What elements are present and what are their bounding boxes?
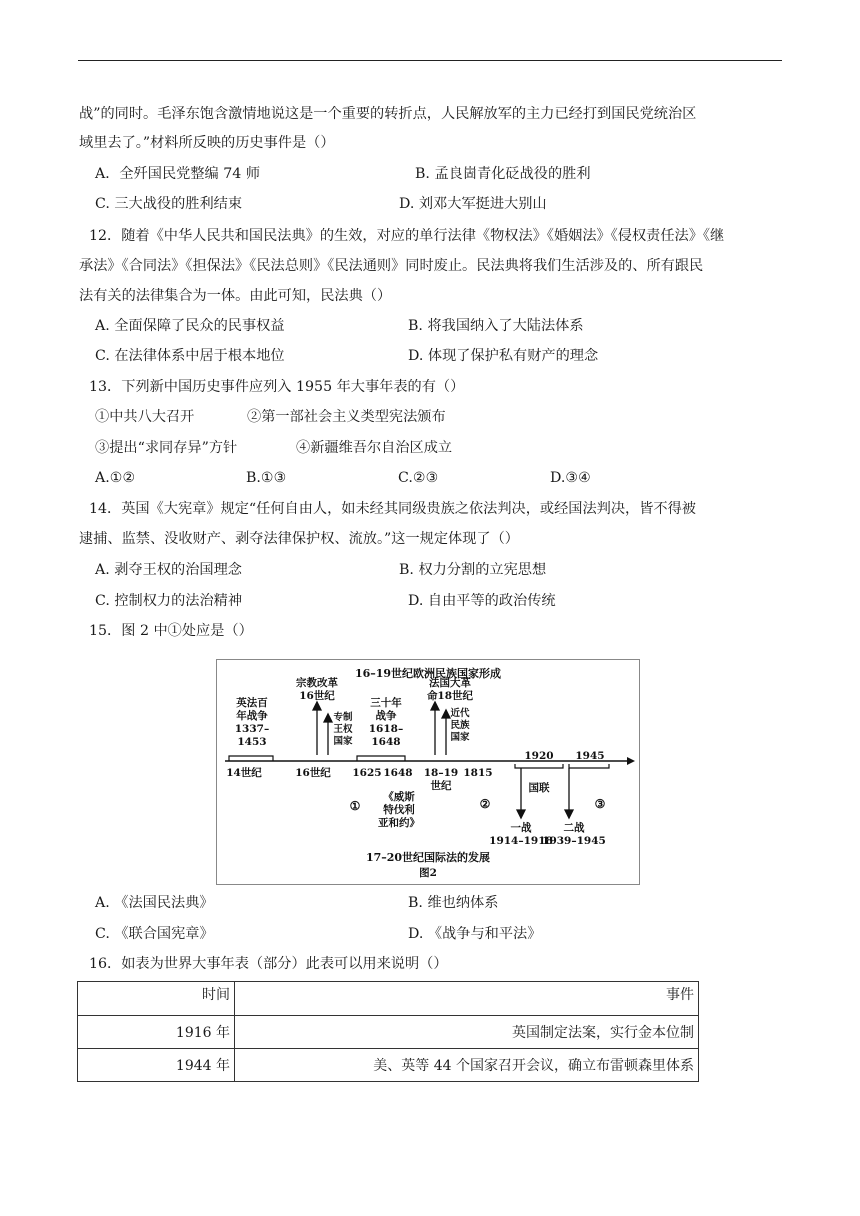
event-reformation-l1: 宗教改革 [296,677,338,689]
q13-item-1: ①中共八大召开 [95,409,195,425]
event-thirty-years-war-l2: 战争 [375,710,397,722]
treaty-westphalia-l1: 《威斯 [383,791,415,803]
treaty-westphalia-l3: 亚和约》 [378,817,420,829]
marker-2: ② [479,797,491,811]
q13-text-line1: 13．下列新中国历史事件应列入 1955 年大事年表的有（） [89,379,465,395]
q15-option-c: C. 《联合国宪章》 [95,926,214,942]
ww2-label: 二战 [563,822,585,834]
figure-top-title: 16–19世纪欧洲民族国家形成 [354,667,502,680]
q14-option-d: D. 自由平等的政治传统 [408,593,556,609]
q12-option-a: A. 全面保障了民众的民事权益 [95,318,285,334]
q12-option-d: D. 体现了保护私有财产的理念 [408,348,599,364]
q13-option-d: D.③④ [550,470,591,486]
axis-label-1648: 1648 [383,767,413,779]
event-french-revolution-l2: 命18世纪 [426,690,474,702]
axis-label-1920: 1920 [524,750,554,762]
ww1-label: 一战 [510,822,532,834]
axis-label-1625: 1625 [352,767,382,779]
axis-label-1945: 1945 [575,750,605,762]
q12-option-b: B. 将我国纳入了大陆法体系 [408,318,584,334]
q11-option-a: A．全歼国民党整编 74 师 [95,166,261,182]
q12-option-c: C. 在法律体系中居于根本地位 [95,348,285,364]
q15-option-d: D. 《战争与和平法》 [408,926,542,942]
ww2-years: 1939–1945 [542,835,606,847]
event-absolutism-l2: 王权 [333,724,353,735]
axis-label-century: 世纪 [430,780,452,792]
table-cell-event: 美、英等 44 个国家召开会议，确立布雷顿森里体系 [235,1049,699,1082]
table-cell-time: 1916 年 [78,1016,235,1049]
table-cell-event: 英国制定法案，实行金本位制 [235,1016,699,1049]
q13-option-c: C.②③ [398,470,439,486]
table-row [78,1016,699,1049]
marker-1: ① [349,799,361,813]
event-absolutism-l1: 专制 [333,712,353,723]
table-row [78,1049,699,1082]
treaty-westphalia-l2: 特伐利 [383,804,415,816]
axis-label-16c: 16世纪 [295,767,331,779]
table-cell-time: 1944 年 [78,1049,235,1082]
q14-option-b: B. 权力分割的立宪思想 [399,562,547,578]
event-hundred-years-war-l1: 英法百 [236,697,268,709]
event-thirty-years-war-l3: 1618– [368,723,404,735]
figure-bottom-title: 17–20世纪国际法的发展 [365,851,491,864]
q13-option-b: B.①③ [246,470,287,486]
q11-option-c: C. 三大战役的胜利结束 [95,196,243,212]
event-nation-state-l3: 国家 [450,732,470,743]
league-of-nations-label: 国联 [528,782,550,794]
q12-text-line2: 承法》《合同法》《担保法》《民法总则》《民法通则》同时废止。民法典将我们生活涉及的、所有跟民 [79,258,704,274]
marker-3: ③ [594,797,606,811]
q11-option-d: D. 刘邓大军挺进大别山 [399,196,547,212]
events-table [77,981,699,1082]
ww1-years: 1914–1918 [489,835,553,847]
q13-item-2: ②第一部社会主义类型宪法颁布 [247,409,446,425]
event-reformation-l2: 16世纪 [299,690,335,702]
q15-option-a: A. 《法国民法典》 [95,895,214,911]
header-rule [78,60,782,61]
event-thirty-years-war-l1: 三十年 [370,697,402,709]
q14-text-line1: 14．英国《大宪章》规定“任何自由人，如未经其同级贵族之依法判决，或经国法判决，皆不得被 [89,501,696,517]
event-french-revolution-l1: 法国大革 [429,677,471,689]
q16-text-line1: 16．如表为世界大事年表（部分）此表可以用来说明（） [89,956,448,972]
axis-label-18-19: 18–19 [423,767,459,779]
q14-text-line2: 逮捕、监禁、没收财产、剥夺法律保护权、流放。”这一规定体现了（） [79,531,519,547]
event-thirty-years-war-l4: 1648 [371,736,401,748]
axis-label-14c: 14世纪 [226,767,262,779]
event-hundred-years-war-l3: 1337– [234,723,270,735]
timeline-figure [216,659,640,885]
q11-text-line1: 战”的同时。毛泽东饱含激情地说这是一个重要的转折点，人民解放军的主力已经打到国民党统治区 [79,106,697,122]
q15-option-b: B. 维也纳体系 [408,895,499,911]
q11-option-b: B. 孟良崮青化砭战役的胜利 [415,166,591,182]
event-nation-state-l2: 民族 [450,720,470,731]
q13-option-a: A.①② [95,470,136,486]
event-hundred-years-war-l2: 年战争 [236,710,268,722]
q15-text-line1: 15．图 2 中①处应是（） [89,623,253,639]
event-hundred-years-war-l4: 1453 [237,736,267,748]
table-header-row [78,982,699,1016]
q13-item-3: ③提出“求同存异”方针 [95,440,238,456]
q11-text-line2: 域里去了。”材料所反映的历史事件是（） [79,135,335,151]
table-header-time: 时间 [78,982,235,1016]
event-nation-state-l1: 近代 [450,708,470,719]
event-absolutism-l3: 国家 [333,736,353,747]
q12-text-line3: 法有关的法律集合为一体。由此可知，民法典（） [79,288,392,304]
q14-option-a: A. 剥夺王权的治国理念 [95,562,242,578]
figure-caption: 图2 [419,867,437,879]
q14-option-c: C. 控制权力的法治精神 [95,593,243,609]
q13-item-4: ④新疆维吾尔自治区成立 [296,440,453,456]
q12-text-line1: 12．随着《中华人民共和国民法典》的生效，对应的单行法律《物权法》《婚姻法》《侵权责任法》《继 [89,228,725,244]
axis-label-1815: 1815 [463,767,493,779]
table-header-event: 事件 [235,982,699,1016]
